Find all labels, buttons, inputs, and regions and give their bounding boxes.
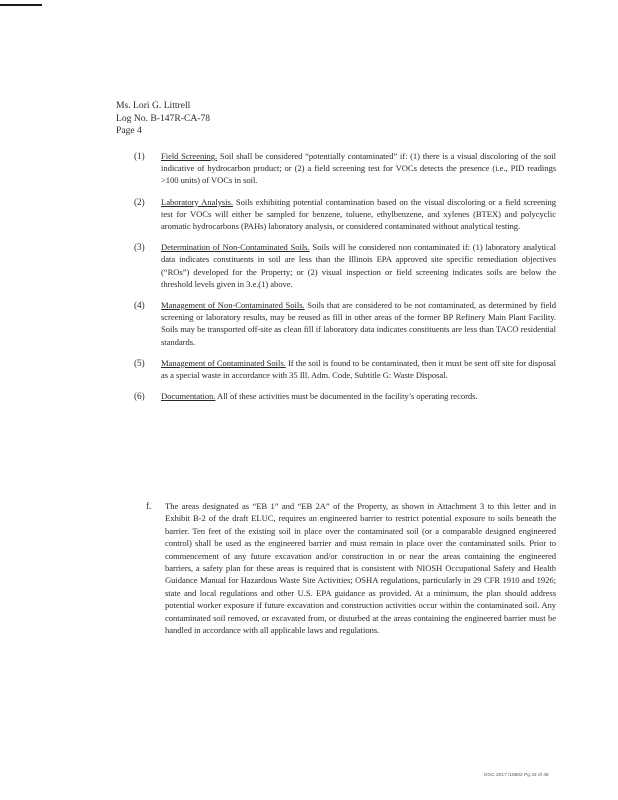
item-number: (6) — [134, 391, 145, 402]
item-heading: Management of Non-Contaminated Soils. — [161, 300, 305, 311]
item-body: Soils will be considered non contaminated if: (1) laboratory analytical data indicates constituents in soil are less than the Illinois EPA approved site specific remediation objectives (“ROs”) developed for the Property; or (2) visual inspection or field screening indicates soils are below the threshold levels given in 3.e.(1) above. — [161, 242, 556, 289]
item-body: Soils that are considered to be not contaminated, as determined by field screening or laboratory results, may be reused as fill in other areas of the former BP Refinery Main Plant Facility. Soils may be transported off-site as clean fill if laboratory data indicates constituents are less than TACO residential standards. — [161, 300, 556, 347]
paragraph-f — [116, 500, 556, 636]
item-text — [161, 196, 556, 233]
item-heading: Management of Contaminated Soils. — [161, 357, 286, 368]
paragraph-letter: f. — [146, 501, 152, 511]
item-body: If the soil is found to be contaminated, then it must be sent off site for disposal as a special waste in accordance with 35 Ill. Adm. Code, Subtitle G: Waste Disposal. — [161, 357, 556, 381]
list-item-non-contaminated-determination — [116, 241, 556, 290]
item-heading: Documentation. — [161, 391, 216, 402]
recipient-name: Ms. Lori G. Littrell — [116, 100, 191, 111]
item-text — [161, 150, 556, 187]
item-number: (4) — [134, 300, 145, 311]
item-heading: Field Screening. — [161, 151, 218, 161]
paragraph-body: The areas designated as “EB 1” and “EB 2A” of the Property, as shown in Attachment 3 to this letter and in Exhibit B-2 of the draft ELUC, requires an engineered barrier to restrict potential exposure to soils beneath the barrier. Ten feet of the existing soil in place over the contaminated soil (or a comparable designed engineered control) shall be used as the engineered barrier and must remain in place over the contaminated soils. Prior to commencement of any future excavation and/or construction in or near the areas containing the engineered barriers, a safety plan for these areas is required that is consistent with NIOSH Occupational Safety and Health Guidance Manual for Hazardous Waste Site Activities; OSHA regulations, particularly in 29 CFR 1910 and 1926; state and local regulations and other U.S. EPA guidance as provided. At a minimum, the plan should address potential worker exposure if future excavation and construction activities occur within the contaminated soil. Any contaminated soil removed, or excavated from, or disturbed at the areas containing the engineered barrier must be handled in accordance with all applicable laws and regulations. — [165, 501, 556, 636]
list-item-non-contaminated-management — [116, 299, 556, 348]
item-heading: Determination of Non-Contaminated Soils. — [161, 242, 310, 253]
item-text — [161, 390, 556, 402]
item-body: Soils exhibiting potential contamination based on the visual discoloring or a field screening test for VOCs will either be sampled for benzene, toluene, ethylbenzene, and xylenes (BTEX) and polycyclic aromatic hydrocarbons (PAHs) laboratory analysis, or considered contaminated without analytical testing. — [161, 196, 557, 232]
list-item-field-screening — [116, 150, 556, 187]
page-edge-mark — [0, 4, 42, 6]
item-heading: Laboratory Analysis. — [161, 196, 233, 207]
page-number: Page 4 — [116, 125, 142, 137]
list-item-documentation — [116, 390, 556, 402]
log-number: Log No. B-147R-CA-78 — [116, 112, 211, 124]
numbered-list — [116, 150, 556, 411]
letter-header — [116, 100, 210, 138]
item-body: Soil shall be considered “potentially contaminated” if: (1) there is a visual discoloring of the soil indicative of hydrocarbon product; or (2) a field screening test for VOCs detects the presence (i.e., PID readings >100 units) of VOCs in soil. — [161, 151, 556, 186]
list-item-laboratory-analysis — [116, 196, 556, 233]
item-number: (2) — [134, 196, 145, 207]
list-item-contaminated-management — [116, 357, 556, 381]
item-text — [161, 299, 556, 348]
item-text — [161, 241, 556, 290]
item-body: All of these activities must be documented in the facility’s operating records. — [215, 391, 478, 402]
item-number: (1) — [134, 151, 145, 161]
document-footer: DOC 2017 /15802 Pg 43 of 48 — [484, 773, 549, 778]
item-number: (3) — [134, 242, 145, 253]
item-number: (5) — [134, 357, 145, 368]
item-text — [161, 357, 556, 381]
